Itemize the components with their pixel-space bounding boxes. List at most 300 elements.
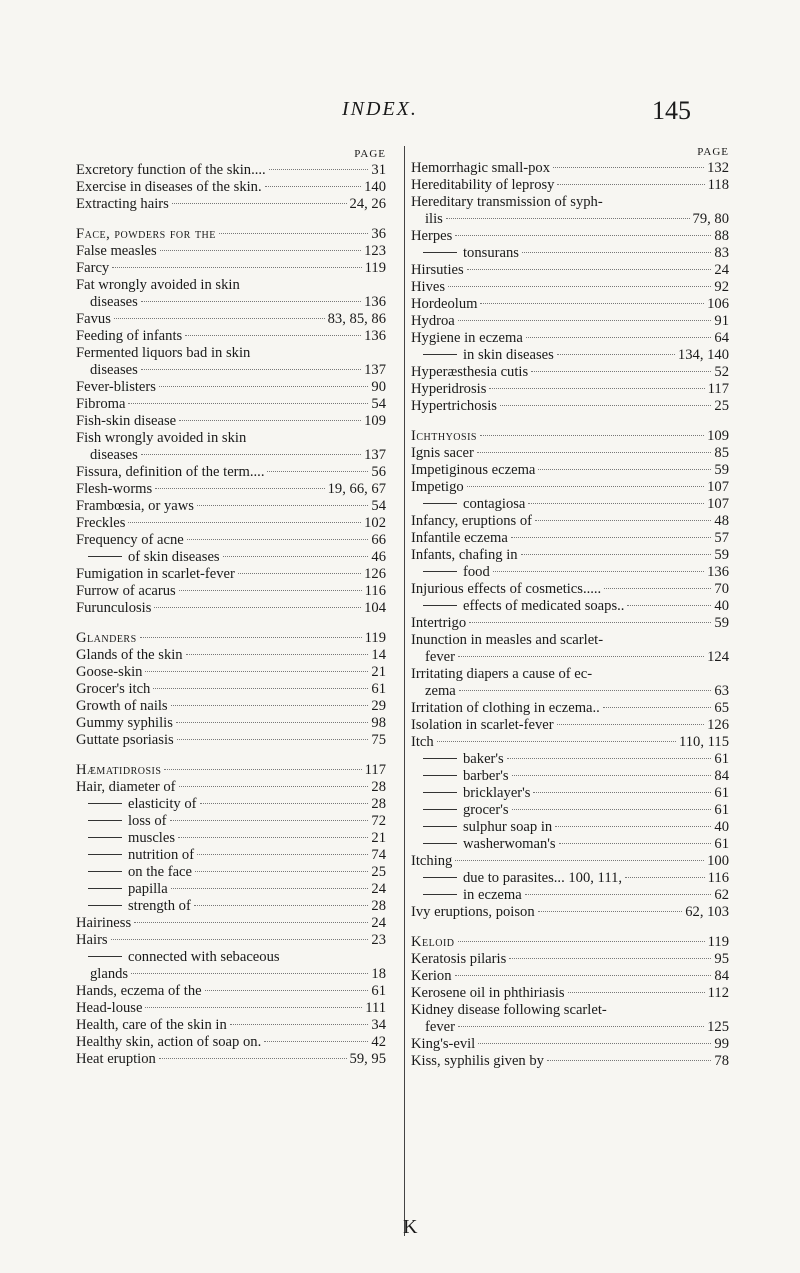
leader-dots xyxy=(455,860,704,861)
entry-term: Furrow of acarus xyxy=(76,583,176,599)
leader-dots xyxy=(437,741,676,742)
leader-dots xyxy=(477,452,712,453)
index-entry xyxy=(76,898,386,915)
entry-term: fever xyxy=(425,649,455,665)
leader-dots xyxy=(159,1058,347,1059)
index-entry xyxy=(76,1017,386,1034)
entry-term: Hereditability of leprosy xyxy=(411,177,555,193)
entry-page-ref: 119 xyxy=(707,934,729,950)
entry-term: strength of xyxy=(76,898,191,915)
entry-term: Hyperæsthesia cutis xyxy=(411,364,529,380)
entry-term: Glands of the skin xyxy=(76,647,183,663)
leader-dots xyxy=(446,218,690,219)
leader-dots xyxy=(604,588,711,589)
index-entry xyxy=(76,447,386,464)
entry-term: Hands, eczema of the xyxy=(76,983,202,999)
section-gap xyxy=(76,749,386,762)
entry-term: connected with sebaceous xyxy=(76,949,280,966)
leader-dots xyxy=(131,973,368,974)
entry-page-ref: 59, 95 xyxy=(349,1051,386,1067)
index-entry xyxy=(411,262,729,279)
entry-term: Isolation in scarlet-fever xyxy=(411,717,554,733)
leader-dots xyxy=(185,335,361,336)
index-entry xyxy=(411,160,729,177)
entry-page-ref: 125 xyxy=(707,1019,729,1035)
entry-page-ref: 85 xyxy=(714,445,729,461)
index-entry xyxy=(411,547,729,564)
entry-term: Fish-skin disease xyxy=(76,413,177,429)
leader-dots xyxy=(568,992,705,993)
index-entry xyxy=(411,683,729,700)
entry-term: sulphur soap in xyxy=(411,819,552,836)
entry-term: food xyxy=(411,564,490,581)
entry-page-ref: 28 xyxy=(371,898,386,914)
entry-page-ref: 59 xyxy=(714,462,729,478)
leader-dots xyxy=(179,590,362,591)
leader-dots xyxy=(555,826,711,827)
entry-term: muscles xyxy=(76,830,175,847)
entry-page-ref: 25 xyxy=(371,864,386,880)
leader-dots xyxy=(528,503,704,504)
leader-dots xyxy=(179,420,361,421)
entry-term: Favus xyxy=(76,311,111,327)
leader-dots xyxy=(141,369,361,370)
index-entry xyxy=(411,347,729,364)
running-title: INDEX. xyxy=(342,98,418,120)
index-entry xyxy=(411,870,729,887)
entry-term: Extracting hairs xyxy=(76,196,169,212)
index-column-right xyxy=(404,146,729,1236)
entry-page-ref: 29 xyxy=(371,698,386,714)
entry-page-ref: 36 xyxy=(371,226,386,242)
entry-term: Irritating diapers a cause of ec- xyxy=(411,666,593,682)
section-gap xyxy=(411,921,729,934)
entry-term: diseases xyxy=(90,362,138,378)
index-entry xyxy=(411,530,729,547)
entry-term: elasticity of xyxy=(76,796,197,813)
index-entry xyxy=(76,515,386,532)
index-entry xyxy=(411,666,729,683)
entry-page-ref: 54 xyxy=(371,396,386,412)
entry-page-ref: 24 xyxy=(371,881,386,897)
leader-dots xyxy=(187,539,369,540)
entry-page-ref: 63 xyxy=(714,683,729,699)
entry-term: papilla xyxy=(76,881,168,898)
entry-page-ref: 117 xyxy=(707,381,729,397)
leader-dots xyxy=(145,1007,362,1008)
index-entry xyxy=(76,498,386,515)
leader-dots xyxy=(128,403,368,404)
index-entry xyxy=(76,162,386,179)
leader-dots xyxy=(264,1041,368,1042)
entry-page-ref: 42 xyxy=(371,1034,386,1050)
entry-term: Hyperidrosis xyxy=(411,381,487,397)
index-entry xyxy=(76,664,386,681)
index-entry xyxy=(411,934,729,951)
leader-dots xyxy=(557,354,675,355)
leader-dots xyxy=(205,990,369,991)
entry-page-ref: 124 xyxy=(707,649,729,665)
index-entry xyxy=(411,479,729,496)
index-entry xyxy=(411,819,729,836)
index-entry xyxy=(411,496,729,513)
leader-dots xyxy=(489,388,704,389)
leader-dots xyxy=(557,184,704,185)
entry-term: baker's xyxy=(411,751,504,768)
leader-dots xyxy=(458,320,712,321)
leader-dots xyxy=(238,573,361,574)
entry-page-ref: 83 xyxy=(714,245,729,261)
entry-page-ref: 25 xyxy=(714,398,729,414)
index-entry xyxy=(76,847,386,864)
entry-page-ref: 24 xyxy=(371,915,386,931)
index-entry xyxy=(76,328,386,345)
leader-dots xyxy=(467,269,712,270)
index-entry xyxy=(411,734,729,751)
leader-dots xyxy=(511,537,712,538)
entry-page-ref: 23 xyxy=(371,932,386,948)
page-header xyxy=(0,96,800,136)
entry-page-ref: 123 xyxy=(364,243,386,259)
entry-page-ref: 134, 140 xyxy=(677,347,729,363)
entry-term: diseases xyxy=(90,447,138,463)
entry-page-ref: 119 xyxy=(364,630,386,646)
entry-term: ilis xyxy=(425,211,443,227)
index-entry xyxy=(76,864,386,881)
entry-page-ref: 100 xyxy=(707,853,729,869)
leader-dots xyxy=(178,837,368,838)
leader-dots xyxy=(171,705,369,706)
leader-dots xyxy=(171,888,369,889)
entry-term: tonsurans xyxy=(411,245,519,262)
index-entry xyxy=(76,647,386,664)
entry-page-ref: 34 xyxy=(371,1017,386,1033)
entry-term: Kiss, syphilis given by xyxy=(411,1053,544,1069)
entry-page-ref: 110, 115 xyxy=(679,734,729,750)
index-entry xyxy=(411,364,729,381)
entry-page-ref: 61 xyxy=(371,983,386,999)
leader-dots xyxy=(547,1060,711,1061)
leader-dots xyxy=(627,605,711,606)
index-entry xyxy=(411,785,729,802)
entry-term: Feeding of infants xyxy=(76,328,183,344)
entry-page-ref: 107 xyxy=(707,479,729,495)
entry-term: Intertrigo xyxy=(411,615,467,631)
leader-dots xyxy=(469,622,711,623)
entry-term: Itch xyxy=(411,734,434,750)
entry-page-ref: 132 xyxy=(707,160,729,176)
index-entry xyxy=(76,549,386,566)
index-entry xyxy=(76,583,386,600)
entry-term: Ivy eruptions, poison xyxy=(411,904,535,920)
leader-dots xyxy=(223,556,369,557)
index-entries-right xyxy=(411,160,729,1070)
entry-term: Hirsuties xyxy=(411,262,464,278)
entry-page-ref: 117 xyxy=(364,762,386,778)
entry-page-ref: 83, 85, 86 xyxy=(327,311,386,327)
index-entry xyxy=(76,481,386,498)
entry-term: Growth of nails xyxy=(76,698,168,714)
entry-term: Heat eruption xyxy=(76,1051,156,1067)
entry-page-ref: 111 xyxy=(365,1000,386,1016)
leader-dots xyxy=(478,1043,711,1044)
leader-dots xyxy=(459,690,712,691)
entry-term: Hereditary transmission of syph- xyxy=(411,194,603,210)
index-entry xyxy=(76,1034,386,1051)
leader-dots xyxy=(458,941,705,942)
entry-page-ref: 119 xyxy=(364,260,386,276)
leader-dots xyxy=(480,435,704,436)
index-entry xyxy=(76,983,386,1000)
entry-term: Hygiene in eczema xyxy=(411,330,523,346)
entry-page-ref: 98 xyxy=(371,715,386,731)
entry-page-ref: 116 xyxy=(707,870,729,886)
entry-page-ref: 40 xyxy=(714,598,729,614)
entry-term: Herpes xyxy=(411,228,453,244)
index-entry xyxy=(411,615,729,632)
entry-page-ref: 19, 66, 67 xyxy=(327,481,386,497)
leader-dots xyxy=(531,371,711,372)
leader-dots xyxy=(526,337,712,338)
entry-term: bricklayer's xyxy=(411,785,530,802)
index-entry xyxy=(76,532,386,549)
entry-term: Fermented liquors bad in skin xyxy=(76,345,251,361)
page-column-label: PAGE xyxy=(697,146,729,158)
index-entry xyxy=(76,681,386,698)
index-entry xyxy=(411,296,729,313)
entry-term: Fat wrongly avoided in skin xyxy=(76,277,240,293)
entry-term: Infantile eczema xyxy=(411,530,508,546)
entry-term: Hydroa xyxy=(411,313,455,329)
entry-page-ref: 56 xyxy=(371,464,386,480)
index-entry xyxy=(76,277,386,294)
index-entry xyxy=(76,830,386,847)
leader-dots xyxy=(448,286,711,287)
entry-term: Face, powders for the xyxy=(76,226,216,242)
leader-dots xyxy=(267,471,368,472)
leader-dots xyxy=(176,722,369,723)
leader-dots xyxy=(500,405,711,406)
entry-page-ref: 21 xyxy=(371,830,386,846)
leader-dots xyxy=(197,854,368,855)
entry-term: King's-evil xyxy=(411,1036,476,1052)
leader-dots xyxy=(557,724,704,725)
entry-term: Infants, chafing in xyxy=(411,547,518,563)
index-entry xyxy=(411,1002,729,1019)
entry-term: Inunction in measles and scarlet- xyxy=(411,632,604,648)
index-entry xyxy=(411,211,729,228)
entry-page-ref: 75 xyxy=(371,732,386,748)
leader-dots xyxy=(535,520,711,521)
entry-page-ref: 14 xyxy=(371,647,386,663)
index-entry xyxy=(411,904,729,921)
leader-dots xyxy=(553,167,704,168)
index-entry xyxy=(411,1036,729,1053)
entry-page-ref: 31 xyxy=(371,162,386,178)
leader-dots xyxy=(509,958,711,959)
leader-dots xyxy=(269,169,369,170)
entry-term: Kerosene oil in phthiriasis xyxy=(411,985,565,1001)
index-entry xyxy=(76,311,386,328)
entry-page-ref: 52 xyxy=(714,364,729,380)
entry-page-ref: 140 xyxy=(364,179,386,195)
entry-page-ref: 112 xyxy=(707,985,729,1001)
leader-dots xyxy=(160,250,361,251)
entry-term: Health, care of the skin in xyxy=(76,1017,227,1033)
index-entry xyxy=(411,768,729,785)
leader-dots xyxy=(154,607,361,608)
entry-term: Hair, diameter of xyxy=(76,779,176,795)
index-entry xyxy=(76,813,386,830)
entry-page-ref: 90 xyxy=(371,379,386,395)
entry-term: nutrition of xyxy=(76,847,194,864)
entry-page-ref: 64 xyxy=(714,330,729,346)
entry-term: Hæmatidrosis xyxy=(76,762,162,778)
entry-page-ref: 136 xyxy=(364,328,386,344)
index-entry xyxy=(411,398,729,415)
index-entry xyxy=(76,566,386,583)
index-entry xyxy=(76,379,386,396)
entry-term: Hordeolum xyxy=(411,296,478,312)
index-entry xyxy=(411,836,729,853)
index-entry xyxy=(76,430,386,447)
leader-dots xyxy=(140,637,362,638)
index-entry xyxy=(76,881,386,898)
entry-page-ref: 109 xyxy=(364,413,386,429)
index-entry xyxy=(411,513,729,530)
entry-term: in eczema xyxy=(411,887,522,904)
entry-page-ref: 92 xyxy=(714,279,729,295)
entry-page-ref: 57 xyxy=(714,530,729,546)
index-entry xyxy=(76,243,386,260)
entry-page-ref: 61 xyxy=(371,681,386,697)
entry-term: Ignis sacer xyxy=(411,445,474,461)
index-entry xyxy=(76,260,386,277)
entry-page-ref: 84 xyxy=(714,968,729,984)
entry-term: Hives xyxy=(411,279,446,295)
entry-page-ref: 24 xyxy=(714,262,729,278)
index-entry xyxy=(76,396,386,413)
entry-term: diseases xyxy=(90,294,138,310)
entry-page-ref: 106 xyxy=(707,296,729,312)
entry-page-ref: 116 xyxy=(364,583,386,599)
leader-dots xyxy=(219,233,369,234)
entry-page-ref: 126 xyxy=(364,566,386,582)
entry-page-ref: 28 xyxy=(371,796,386,812)
entry-page-ref: 61 xyxy=(714,836,729,852)
entry-page-ref: 48 xyxy=(714,513,729,529)
entry-page-ref: 40 xyxy=(714,819,729,835)
leader-dots xyxy=(159,386,368,387)
entry-term: Hairiness xyxy=(76,915,132,931)
entry-term: Grocer's itch xyxy=(76,681,151,697)
leader-dots xyxy=(141,454,361,455)
leader-dots xyxy=(141,301,361,302)
leader-dots xyxy=(112,267,361,268)
index-entry xyxy=(411,717,729,734)
entry-term: Flesh-worms xyxy=(76,481,153,497)
entry-page-ref: 61 xyxy=(714,785,729,801)
leader-dots xyxy=(114,318,325,319)
entry-page-ref: 136 xyxy=(707,564,729,580)
leader-dots xyxy=(493,571,704,572)
index-entry xyxy=(411,802,729,819)
entry-term: False measles xyxy=(76,243,157,259)
leader-dots xyxy=(538,469,711,470)
entry-page-ref: 118 xyxy=(707,177,729,193)
leader-dots xyxy=(467,486,704,487)
index-entries-left xyxy=(76,162,386,1068)
entry-term: Farcy xyxy=(76,260,110,276)
index-entry xyxy=(76,915,386,932)
entry-page-ref: 78 xyxy=(714,1053,729,1069)
index-entry xyxy=(76,196,386,213)
leader-dots xyxy=(265,186,361,187)
index-entry xyxy=(411,632,729,649)
index-entry xyxy=(411,564,729,581)
index-entry xyxy=(411,245,729,262)
entry-page-ref: 109 xyxy=(707,428,729,444)
section-gap xyxy=(76,617,386,630)
index-column-left xyxy=(76,146,386,1068)
leader-dots xyxy=(134,922,368,923)
entry-term: Frambœsia, or yaws xyxy=(76,498,194,514)
index-entry xyxy=(76,966,386,983)
entry-term: Hemorrhagic small-pox xyxy=(411,160,551,176)
index-entry xyxy=(411,649,729,666)
entry-page-ref: 91 xyxy=(714,313,729,329)
entry-page-ref: 66 xyxy=(371,532,386,548)
index-entry xyxy=(76,779,386,796)
entry-term: Fever-blisters xyxy=(76,379,156,395)
index-entry xyxy=(411,194,729,211)
leader-dots xyxy=(155,488,324,489)
entry-term: washerwoman's xyxy=(411,836,556,853)
leader-dots xyxy=(172,203,347,204)
entry-term: Hairs xyxy=(76,932,108,948)
entry-page-ref: 84 xyxy=(714,768,729,784)
entry-term: Glanders xyxy=(76,630,137,646)
index-entry xyxy=(76,932,386,949)
signature-mark: K xyxy=(403,1216,418,1238)
page-number: 145 xyxy=(652,96,691,125)
index-entry xyxy=(76,464,386,481)
page-column-label: PAGE xyxy=(354,148,386,160)
entry-page-ref: 136 xyxy=(364,294,386,310)
entry-term: Impetigo xyxy=(411,479,464,495)
leader-dots xyxy=(603,707,712,708)
entry-term: Fish wrongly avoided in skin xyxy=(76,430,247,446)
entry-page-ref: 70 xyxy=(714,581,729,597)
entry-page-ref: 65 xyxy=(714,700,729,716)
entry-term: Ichthyosis xyxy=(411,428,477,444)
entry-term: Keratosis pilaris xyxy=(411,951,507,967)
leader-dots xyxy=(128,522,361,523)
leader-dots xyxy=(522,252,711,253)
leader-dots xyxy=(164,769,361,770)
entry-page-ref: 99 xyxy=(714,1036,729,1052)
entry-page-ref: 107 xyxy=(707,496,729,512)
entry-page-ref: 102 xyxy=(364,515,386,531)
index-entry xyxy=(76,732,386,749)
leader-dots xyxy=(455,235,711,236)
leader-dots xyxy=(186,654,369,655)
entry-term: Impetiginous eczema xyxy=(411,462,536,478)
entry-page-ref: 62 xyxy=(714,887,729,903)
index-entry xyxy=(76,630,386,647)
entry-term: Furunculosis xyxy=(76,600,152,616)
entry-page-ref: 72 xyxy=(371,813,386,829)
